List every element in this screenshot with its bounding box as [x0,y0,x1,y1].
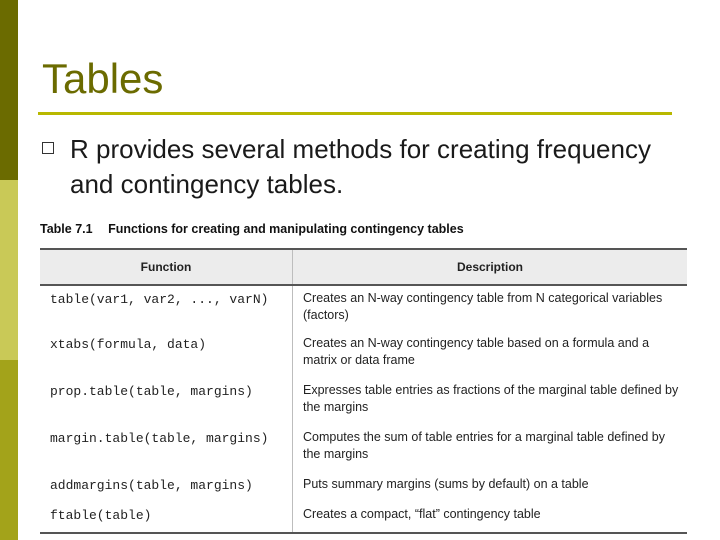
header-function: Function [40,250,293,284]
header-description: Description [456,260,523,274]
bullet-text: R provides several methods for creating frequency and contingency tables. [70,134,651,199]
description-cell: Puts summary margins (sums by default) on a table [303,477,589,491]
function-cell: table(var1, var2, ..., varN) [40,286,293,331]
square-bullet-icon [42,142,54,154]
functions-table [40,248,687,534]
title-underline [38,112,672,115]
table-row [40,502,687,532]
description-cell: Creates a compact, “flat” contingency table [303,507,541,521]
table-row [40,331,687,378]
function-cell: addmargins(table, margins) [40,472,293,502]
accent-segment-bottom [0,360,18,540]
table-row [40,472,687,502]
function-cell: xtabs(formula, data) [40,331,293,378]
function-cell: ftable(table) [40,502,293,532]
accent-segment-middle [0,180,18,360]
description-cell: Expresses table entries as fractions of the marginal table defined by the margins [303,383,679,414]
table-header [40,250,687,286]
function-cell: margin.table(table, margins) [40,425,293,472]
table-caption-title: Functions for creating and manipulating contingency tables [108,222,464,236]
slide-title: Tables [42,55,164,102]
left-accent-bar [0,0,18,540]
description-cell: Creates an N-way contingency table from N categorical variables (factors) [303,291,663,322]
table-row [40,378,687,425]
accent-segment-top [0,0,18,180]
table-row [40,286,687,331]
table-caption [40,222,464,236]
table-row [40,425,687,472]
description-cell: Creates an N-way contingency table based on a formula and a matrix or data frame [303,336,650,367]
description-cell: Computes the sum of table entries for a marginal table defined by the margins [303,430,666,461]
function-cell: prop.table(table, margins) [40,378,293,425]
table-number: Table 7.1 [40,222,93,236]
